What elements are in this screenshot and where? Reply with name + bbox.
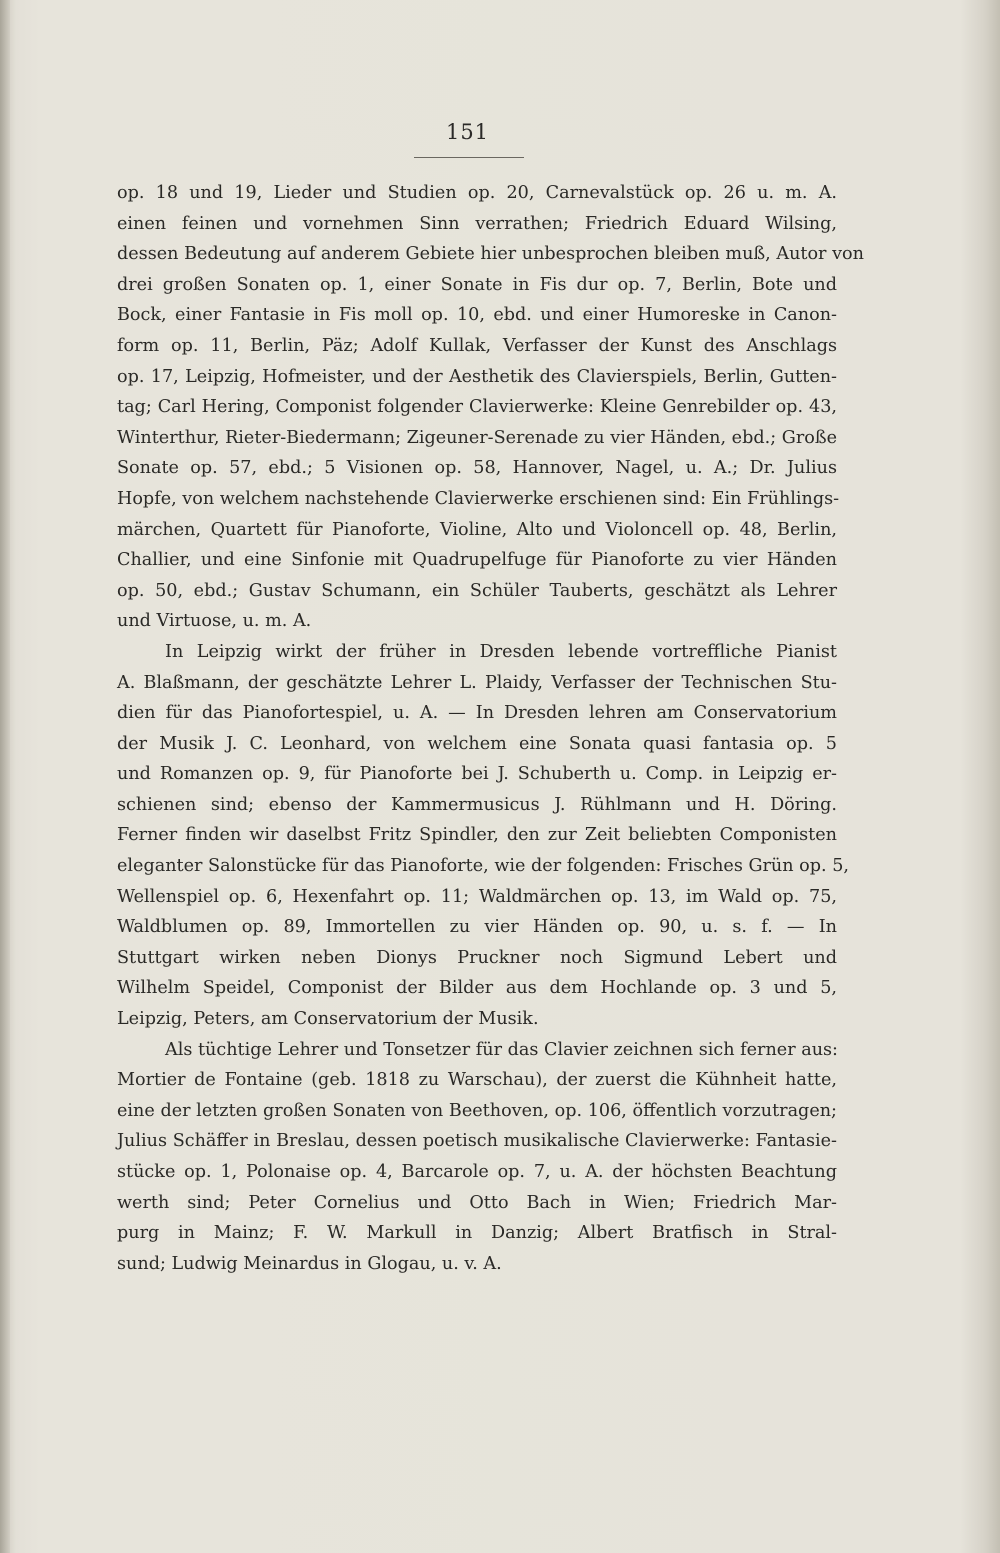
- text-line: und Virtuose, u. m. A.: [117, 611, 312, 632]
- text-line: stücke op. 1, Polonaise op. 4, Barcarole op. 7, u. A. der höchsten Beachtung: [117, 1162, 837, 1182]
- page-number: 151: [445, 120, 490, 144]
- text-line: einen feinen und vornehmen Sinn verrathen; Friedrich Eduard Wilsing,: [117, 213, 837, 234]
- text-line: form op. 11, Berlin, Päz; Adolf Kullak, Verfasser der Kunst des Anschlags: [117, 335, 837, 356]
- text-line: op. 18 und 19, Lieder und Studien op. 20, Carnevalstück op. 26 u. m. A.: [117, 183, 837, 203]
- text-line: der Musik J. C. Leonhard, von welchem eine Sonata quasi fantasia op. 5: [117, 733, 837, 754]
- text-line: Wellenspiel op. 6, Hexenfahrt op. 11; Waldmärchen op. 13, im Wald op. 75,: [117, 886, 837, 907]
- text-line: op. 50, ebd.; Gustav Schumann, ein Schüler Tauberts, geschätzt als Lehrer: [117, 580, 837, 601]
- text-line: purg in Mainz; F. W. Markull in Danzig; Albert Bratfisch in Stral-: [117, 1223, 837, 1244]
- text-line: sund; Ludwig Meinardus in Glogau, u. v. A.: [117, 1253, 502, 1274]
- text-line: Challier, und eine Sinfonie mit Quadrupelfuge für Pianoforte zu vier Händen: [117, 550, 837, 571]
- text-line: A. Blaßmann, der geschätzte Lehrer L. Plaidy, Verfasser der Technischen Stu-: [117, 672, 837, 693]
- text-line: Leipzig, Peters, am Conservatorium der Musik.: [117, 1009, 539, 1030]
- text-line: Wilhelm Speidel, Componist der Bilder aus dem Hochlande op. 3 und 5,: [117, 978, 837, 999]
- text-line: märchen, Quartett für Pianoforte, Violine, Alto und Violoncell op. 48, Berlin,: [117, 519, 837, 540]
- header-rule: [414, 157, 524, 158]
- text-line: Bock, einer Fantasie in Fis moll op. 10, ebd. und einer Humoreske in Canon-: [117, 305, 837, 326]
- body-text: [117, 178, 864, 1279]
- text-line: op. 17, Leipzig, Hofmeister, und der Aesthetik des Clavierspiels, Berlin, Gutten-: [117, 366, 837, 387]
- page-spine-shadow: [0, 0, 10, 1553]
- paragraph-2: [117, 637, 850, 1035]
- paragraph-3: [117, 1035, 837, 1280]
- text-line: Stuttgart wirken neben Dionys Pruckner noch Sigmund Lebert und: [117, 947, 837, 968]
- text-line: Winterthur, Rieter-Biedermann; Zigeuner-Serenade zu vier Händen, ebd.; Große: [117, 427, 837, 448]
- text-line: Sonate op. 57, ebd.; 5 Visionen op. 58, Hannover, Nagel, u. A.; Dr. Julius: [117, 458, 837, 479]
- text-line: In Leipzig wirkt der früher in Dresden lebende vortreffliche Pianist: [165, 641, 837, 662]
- text-line: Waldblumen op. 89, Immortellen zu vier Händen op. 90, u. s. f. — In: [117, 917, 837, 938]
- text-line: eleganter Salonstücke für das Pianoforte, wie der folgenden: Frisches Grün op. 5,: [117, 856, 850, 877]
- text-line: schienen sind; ebenso der Kammermusicus J. Rühlmann und H. Döring.: [117, 794, 837, 815]
- text-line: Als tüchtige Lehrer und Tonsetzer für das Clavier zeichnen sich ferner aus:: [165, 1039, 838, 1060]
- text-line: Ferner finden wir daselbst Fritz Spindler, den zur Zeit beliebten Componisten: [117, 825, 837, 846]
- text-line: Mortier de Fontaine (geb. 1818 zu Warschau), der zuerst die Kühnheit hatte,: [117, 1070, 837, 1091]
- text-line: eine der letzten großen Sonaten von Beethoven, op. 106, öffentlich vorzutragen;: [117, 1100, 837, 1121]
- text-line: werth sind; Peter Cornelius und Otto Bach in Wien; Friedrich Mar-: [117, 1192, 837, 1213]
- text-line: Julius Schäffer in Breslau, dessen poetisch musikalische Clavierwerke: Fantasie-: [117, 1131, 837, 1152]
- paragraph-1: [117, 178, 864, 637]
- text-line: und Romanzen op. 9, für Pianoforte bei J. Schuberth u. Comp. in Leipzig er-: [117, 764, 837, 785]
- text-line: dessen Bedeutung auf anderem Gebiete hier unbesprochen bleiben muß, Autor von: [117, 244, 864, 265]
- text-line: drei großen Sonaten op. 1, einer Sonate in Fis dur op. 7, Berlin, Bote und: [117, 274, 837, 295]
- text-line: tag; Carl Hering, Componist folgender Clavierwerke: Kleine Genrebilder op. 43,: [117, 397, 837, 418]
- text-line: Hopfe, von welchem nachstehende Clavierwerke erschienen sind: Ein Frühlings-: [117, 488, 840, 509]
- text-line: dien für das Pianofortespiel, u. A. — In Dresden lehren am Conservatorium: [117, 703, 837, 724]
